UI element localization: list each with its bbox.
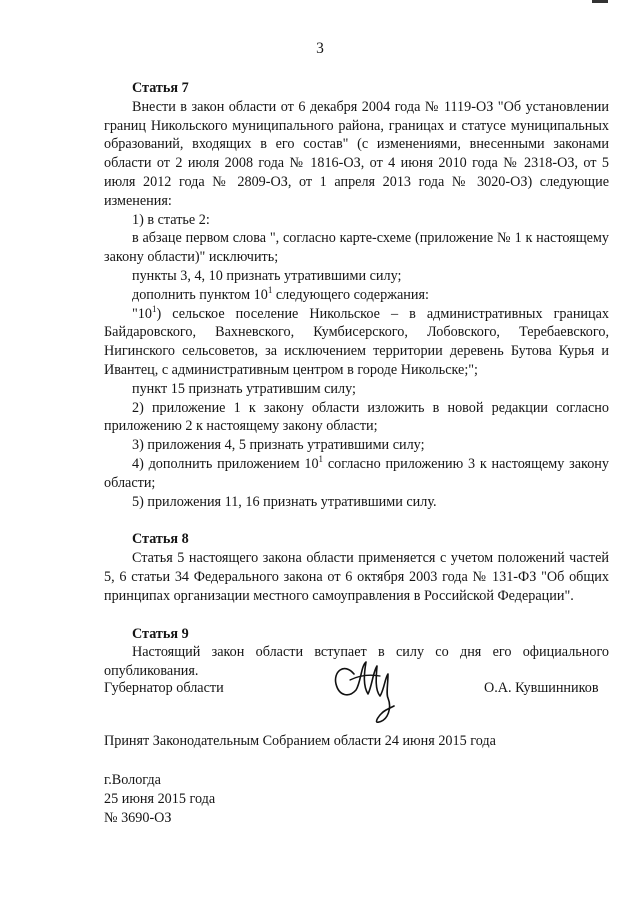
footer-city: г.Вологда: [104, 772, 161, 788]
article-9-text: Настоящий закон области вступает в силу со дня его официального опубликования.: [104, 644, 609, 680]
signatory-position: Губернатор области: [104, 680, 224, 696]
article-7-item-4: 4) дополнить приложением $10^1$ согласно приложению 3 к настоящему закону области;: [104, 453, 609, 491]
article-7-item-1a: в абзаце первом слова ", согласно карте-схеме (приложение № 1 к настоящему закону области)" исключить;: [104, 230, 609, 266]
adoption-statement: Принят Законодательным Собранием области 24 июня 2015 года: [104, 733, 496, 749]
article-8-heading: Статья 8: [132, 531, 189, 548]
article-7-item-5: 5) приложения 11, 16 признать утратившими силу.: [132, 493, 437, 510]
footer-date: 25 июня 2015 года: [104, 791, 216, 807]
article-7-heading: Статья 7: [132, 80, 189, 96]
article-7-item-3: 3) приложения 4, 5 признать утратившими силу;: [132, 437, 425, 454]
article-7-intro: Внести в закон области от 6 декабря 2004 года № 1119-ОЗ "Об установлении границ Никольского муниципального района, границах и статусе муниципальных образований, входящих в его состав" (с изменениями, внесенными законами области от 2 июля 2008 года № 1816-ОЗ, от 4 июня 2010 года № 2318-ОЗ, от 5 июля 2012 года № 2809-ОЗ, от 1 апреля 2013 года № 3020-ОЗ) следующие изменения:: [104, 98, 609, 209]
footer-number: № 3690-ОЗ: [104, 810, 172, 826]
spacer: [104, 606, 609, 625]
spacer: [104, 511, 609, 530]
article-7-item-1: 1) в статье 2:: [132, 211, 210, 228]
article-7-item-1b: пункты 3, 4, 10 признать утратившими силу;: [132, 267, 402, 284]
page-number: 3: [316, 40, 324, 57]
document-footer: [104, 771, 215, 828]
article-8-text: Статья 5 настоящего закона области применяется с учетом положений частей 5, 6 статьи 34 Федерального закона от 6 октября 2003 года № 131-ФЗ "Об общих принципах организации местного самоуправления в Российской Федерации".: [104, 550, 609, 604]
signatory-name: О.А. Кувшинников: [484, 680, 599, 696]
article-7-item-2: 2) приложение 1 к закону области изложить в новой редакции согласно приложению 2 к настоящему закону области;: [104, 399, 609, 435]
handwritten-signature: [330, 650, 400, 732]
article-9-heading: Статья 9: [132, 625, 189, 642]
article-7-item-1d: "$10^1$) сельское поселение Никольское – в административных границах Байдаровского, Вахневского, Кумбисерского, Лобовского, Теребаевского, Нигинского сельсоветов, за исключением территории деревень Бутова Курья и Ивантец, с административным центром в городе Никольске;";: [104, 303, 609, 378]
scan-mark: [592, 0, 608, 3]
document-body: [104, 79, 609, 681]
article-7-item-1c: дополнить пунктом $10^1$ следующего содержания:: [132, 284, 429, 303]
article-7-item-1e: пункт 15 признать утратившим силу;: [132, 380, 356, 397]
